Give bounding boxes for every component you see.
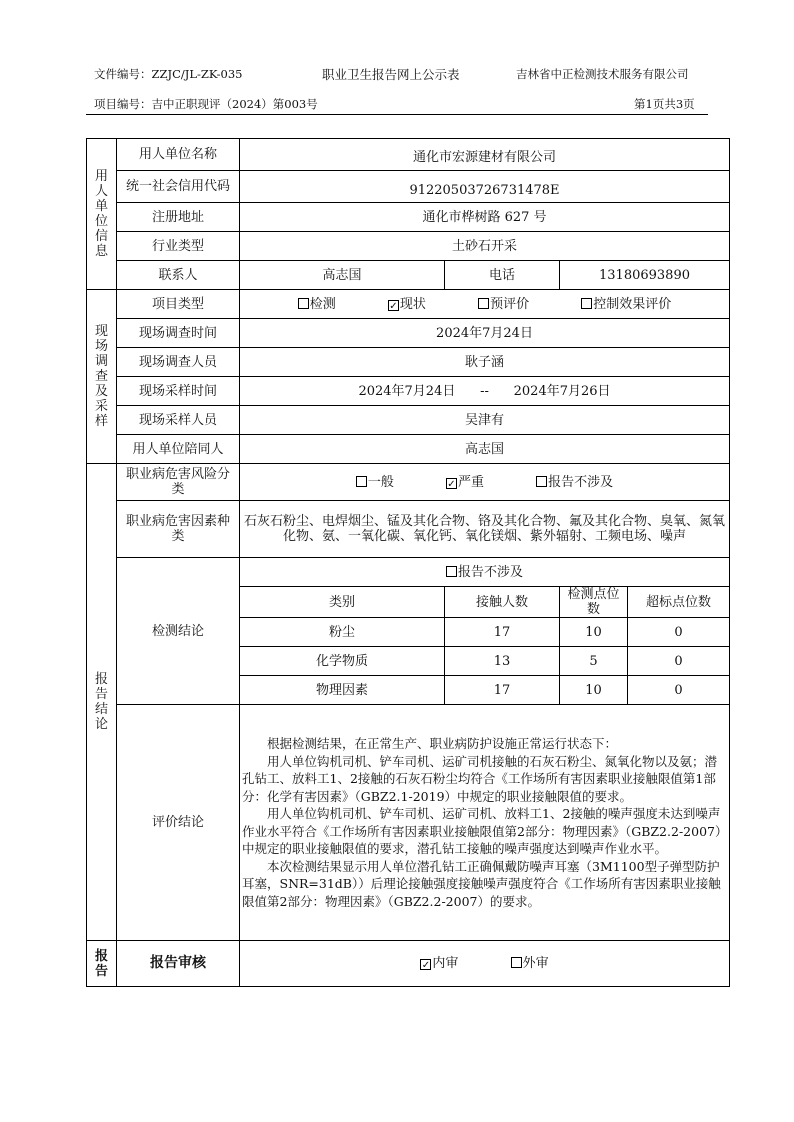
option-control-effect[interactable]: 控制效果评价 [581, 297, 671, 312]
companion: 高志国 [240, 435, 730, 464]
evaluation-paragraph: 根据检测结果，在正常生产、职业病防护设施正常运行状态下： [267, 736, 618, 751]
phone-label: 电话 [445, 261, 560, 290]
section-survey: 现 场 调 查 及 采 样 [87, 290, 117, 464]
sampler: 吴津有 [240, 406, 730, 435]
company-name: 吉林省中正检测技术服务有限公司 [516, 67, 689, 81]
checkbox-unchecked-icon [511, 957, 522, 968]
sampling-time-label: 现场采样时间 [117, 377, 240, 406]
review-options [240, 941, 730, 987]
credit-code: 91220503726731478E [240, 171, 730, 203]
employer-name: 通化市宏源建材有限公司 [240, 139, 730, 171]
disclosure-table [86, 138, 730, 987]
header-exceed-points: 超标点位数 [628, 587, 730, 618]
section-review: 报 告 [87, 941, 117, 987]
survey-time: 2024年7月24日 [240, 319, 730, 348]
companion-label: 用人单位陪同人 [117, 435, 240, 464]
doc-title: 职业卫生报告网上公示表 [322, 67, 460, 82]
hazard-factors-label: 职业病危害因素种类 [117, 501, 240, 558]
sampling-time [240, 377, 730, 406]
option-current-status[interactable]: ✓ 现状 [389, 296, 426, 312]
risk-class-label: 职业病危害风险分类 [117, 464, 240, 501]
row-points: 10 [560, 676, 628, 705]
section-conclusion: 报 告 结 论 [87, 464, 117, 941]
option-pre-evaluation[interactable]: 预评价 [478, 297, 529, 312]
row-category: 化学物质 [240, 647, 445, 676]
survey-time-label: 现场调查时间 [117, 319, 240, 348]
evaluation-conclusion [240, 705, 730, 941]
checkbox-unchecked-icon [446, 566, 457, 577]
row-category: 粉尘 [240, 618, 445, 647]
hazard-factors: 石灰石粉尘、电焊烟尘、锰及其化合物、铬及其化合物、氟及其化合物、臭氧、氮氧化物、氨、一氧化碳、氧化钙、氧化镁烟、紫外辐射、工频电场、噪声 [240, 501, 730, 558]
option-serious[interactable]: ✓ 严重 [447, 474, 485, 490]
checkbox-unchecked-icon [581, 298, 592, 309]
evaluation-paragraph: 用人单位钩机司机、铲车司机、运矿司机接触的石灰石粉尘、氮氧化物以及氨；潜孔钻工、放料工1、2接触的石灰石粉尘均符合《工作场所有害因素职业接触限值第1部分：化学有害因素》（GBZ2.1-2019）中规定的职业接触限值的要求。 [242, 753, 718, 804]
project-number: 项目编号：吉中正职现评（2024）第003号 [94, 97, 318, 111]
header-category: 类别 [240, 587, 445, 618]
option-external-review[interactable]: 外审 [511, 956, 549, 971]
risk-class-options [240, 464, 730, 501]
checkbox-checked-icon: ✓ [447, 478, 456, 490]
row-points: 10 [560, 618, 628, 647]
sampling-start: 2024年7月24日 [358, 383, 456, 399]
project-type-options [240, 290, 730, 319]
row-exceed: 0 [628, 618, 730, 647]
review-label: 报告审核 [117, 941, 240, 987]
row-exposed: 13 [445, 647, 560, 676]
evaluation-paragraph: 用人单位钩机司机、铲车司机、运矿司机、放料工1、2接触的噪声强度未达到噪声作业水平符合《工作场所有害因素职业接触限值第2部分：物理因素》（GBZ2.2-2007）中规定的职业接触限值的要求，潜孔钻工接触的噪声强度达到噪声作业水平。 [242, 806, 722, 856]
option-detection[interactable]: 检测 [298, 297, 336, 312]
header-exposed-count: 接触人数 [445, 587, 560, 618]
employer-name-label: 用人单位名称 [117, 139, 240, 171]
header-rule [86, 114, 708, 115]
checkbox-unchecked-icon [298, 298, 309, 309]
header-points: 检测点位数 [560, 587, 628, 618]
sampling-end: 2024年7月26日 [513, 383, 611, 399]
sampler-label: 现场采样人员 [117, 406, 240, 435]
checkbox-checked-icon: ✓ [421, 960, 431, 971]
row-category: 物理因素 [240, 676, 445, 705]
checkbox-unchecked-icon [356, 476, 367, 487]
row-exposed: 17 [445, 618, 560, 647]
sampling-separator: -- [480, 383, 489, 399]
checkbox-unchecked-icon [478, 298, 489, 309]
contact-label: 联系人 [117, 261, 240, 290]
option-detection-not-involved[interactable]: 报告不涉及 [446, 565, 523, 580]
registered-address: 通化市桦树路 627 号 [240, 203, 730, 232]
industry-label: 行业类型 [117, 232, 240, 261]
option-internal-review[interactable]: ✓ 内审 [421, 956, 459, 971]
checkbox-checked-icon: ✓ [389, 300, 398, 312]
address-label: 注册地址 [117, 203, 240, 232]
evaluation-conclusion-label: 评价结论 [117, 705, 240, 941]
row-exceed: 0 [628, 647, 730, 676]
contact-person: 高志国 [240, 261, 445, 290]
row-points: 5 [560, 647, 628, 676]
section-employer: 用 人 单 位 信 息 [87, 139, 117, 290]
option-general[interactable]: 一般 [356, 475, 394, 490]
surveyor-label: 现场调查人员 [117, 348, 240, 377]
detection-conclusion-label: 检测结论 [117, 558, 240, 705]
phone-number: 13180693890 [560, 261, 730, 290]
surveyor: 耿子涵 [240, 348, 730, 377]
checkbox-unchecked-icon [536, 476, 547, 487]
row-exceed: 0 [628, 676, 730, 705]
project-type-label: 项目类型 [117, 290, 240, 319]
detection-not-involved [240, 558, 730, 587]
credit-code-label: 统一社会信用代码 [117, 171, 240, 203]
option-not-involved[interactable]: 报告不涉及 [536, 475, 613, 490]
doc-number: 文件编号：ZZJC/JL-ZK-035 [94, 67, 243, 81]
evaluation-paragraph: 本次检测结果显示用人单位潜孔钻工正确佩戴防噪声耳塞（3M1100型子弹型防护耳塞，SNR=31dB））后理论接触强度接触噪声强度符合《工作场所有害因素职业接触限值第2部分：物理因素》（GBZ2.2-2007）的要求。 [242, 858, 721, 909]
row-exposed: 17 [445, 676, 560, 705]
industry-type: 土砂石开采 [240, 232, 730, 261]
page-number: 第1页共3页 [634, 97, 695, 111]
